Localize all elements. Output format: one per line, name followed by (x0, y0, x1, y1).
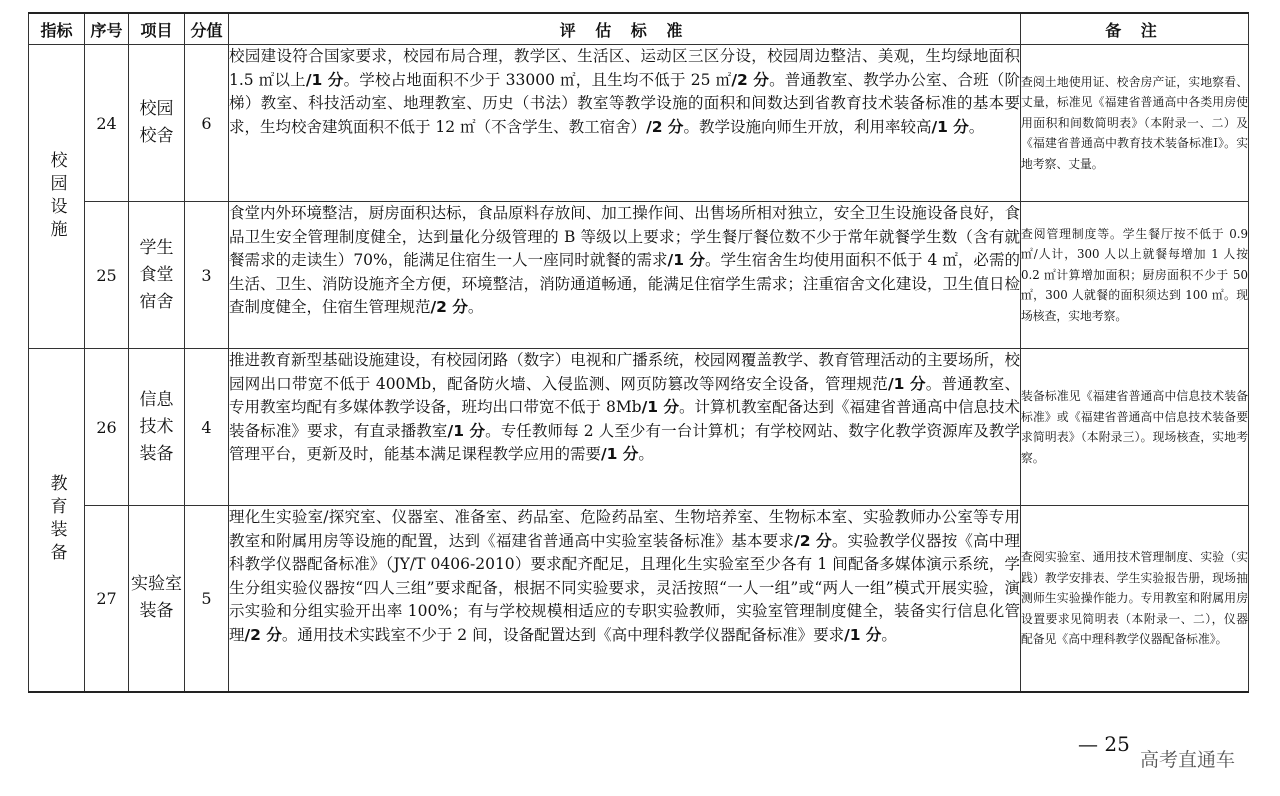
score-marker: /1 分 (601, 445, 639, 464)
category-campus-facilities: 校园设施 (29, 45, 85, 349)
header-score: 分值 (185, 13, 229, 45)
score-marker: /2 分 (646, 117, 684, 136)
score-value: 4 (185, 349, 229, 506)
standard-segment: 。教学设施向师生开放，利用率较高 (683, 117, 932, 136)
standard-segment: 食堂内外环境整洁，厨房面积达标，食品原料存放间、加工操作间、出售场所相对独立，安全卫生设施设备良好，食品卫生安全管理制度健全，达到量化分级管理的 B 等级以上要求；学生餐厅餐位数不少于常年就餐学生数（含有就餐需求的走读生）70%，能满足住宿生一人一座同时就餐的需求 (229, 204, 1020, 270)
standard-segment: 。学校占地面积不少于 33000 ㎡，且生均不低于 25 ㎡ (343, 70, 732, 89)
standard-segment: 。通用技术实践室不少于 2 间，设备配置达到《高中理科教学仪器配备标准》要求 (281, 625, 845, 644)
score-value: 6 (185, 45, 229, 202)
standard-text (229, 202, 1021, 349)
category-education-equipment: 教育装备 (29, 349, 85, 692)
item-name (129, 202, 185, 349)
standard-segment: 校园建设符合国家要求，校园布局合理，教学区、生活区、运动区三区分设，校园周边整洁、美观，生均绿地面积 1.5 ㎡以上 (229, 47, 1020, 89)
header-number: 序号 (85, 13, 129, 45)
table-row (29, 45, 1249, 202)
score-marker: /2 分 (244, 625, 282, 644)
standard-segment: 。学生宿舍生均使用面积不低于 4 ㎡，必需的生活、卫生、消防设施齐全方便，环境整洁，消防通道畅通，能满足住宿学生需求；注重宿舍文化建设，卫生值日检查制度健全，住宿生管理规范 (229, 251, 1021, 317)
item-line: 装备 (139, 443, 174, 464)
item-name (129, 45, 185, 202)
item-line: 校舍 (139, 126, 174, 146)
item-line: 学生 (139, 237, 174, 258)
standard-segment: 。 (638, 445, 654, 464)
score-marker: /1 分 (447, 421, 486, 440)
item-line: 装备 (139, 601, 174, 622)
standard-segment: 。普通教室、教学办公室、合班（阶梯）教室、科技活动室、地理教室、历史（书法）教室等教学设施的面积和间数达到省教育技术装备标准的基本要求，生均校舍建筑面积不低于 12 ㎡（不含学生、教工宿舍） (229, 70, 1020, 136)
item-name (129, 349, 185, 506)
score-marker: /1 分 (844, 625, 882, 644)
score-marker: /1 分 (641, 398, 679, 417)
row-number: 27 (85, 506, 129, 692)
standard-segment: 。实验教学仪器按《高中理科教学仪器配备标准》（JY/T 0406-2010）要求配齐配足，且理化生实验室至少各有 1 间配备多媒体演示系统，学生分组实验仪器按“四人三组”要求配备，根据不同实验要求，灵活按照“一人一组”或“两人一组”模式开展实验，演示实验和分组实验开出率 100%；有与学校规模相适应的专职实验教师，实验室管理制度健全，装备实行信息化管理 (229, 531, 1020, 644)
row-number: 24 (85, 45, 129, 202)
standard-segment: 。 (467, 298, 484, 317)
score-value: 5 (185, 506, 229, 692)
header-item: 项目 (129, 13, 185, 45)
score-marker: /2 分 (430, 298, 468, 317)
evaluation-table (28, 12, 1249, 693)
item-line: 信息 (139, 389, 174, 410)
page-number: — 25 (1078, 732, 1130, 756)
score-marker: /2 分 (794, 531, 832, 550)
row-number: 26 (85, 349, 129, 506)
header-notes: 备 注 (1021, 13, 1249, 45)
table-row (29, 506, 1249, 692)
score-marker: /2 分 (731, 70, 770, 89)
item-line: 宿舍 (139, 291, 174, 312)
header-row (29, 13, 1249, 45)
standard-text (229, 506, 1021, 692)
item-line: 校园 (139, 99, 174, 119)
item-line: 食堂 (139, 264, 174, 285)
standard-segment: 。计算机教室配备达到《福建省普通高中信息技术装备标准》要求，有直录播教室 (229, 398, 1020, 440)
note-text: 查阅实验室、通用技术管理制度、实验（实践）教学安排表、学生实验报告册，现场抽测师生实验操作能力。专用教室和附属用房设置要求见简明表（本附录一、二），仪器配备见《高中理科教学仪器配备标准》。 (1021, 506, 1249, 692)
item-line: 技术 (139, 416, 174, 437)
standard-segment: 。专任教师每 2 人至少有一台计算机；有学校网站、数字化教学资源库及教学管理平台，更新及时，能基本满足课程教学应用的需要 (229, 421, 1020, 464)
standard-segment: 推进教育新型基础设施建设，有校园闭路（数字）电视和广播系统，校园网覆盖教学、教育管理活动的主要场所，校园网出口带宽不低于 400Mb，配备防火墙、入侵监测、网页防篡改等网络安全设备，管理规范 (229, 351, 1020, 393)
row-number: 25 (85, 202, 129, 349)
score-marker: /1 分 (305, 70, 344, 89)
header-indicator: 指标 (29, 13, 85, 45)
standard-segment: 。 (968, 117, 985, 136)
table-row (29, 202, 1249, 349)
note-text: 查阅管理制度等。学生餐厅按不低于 0.9 ㎡/人计，300 人以上就餐每增加 1 人按 0.2 ㎡计算增加面积；厨房面积不少于 50 ㎡，300 人就餐的面积须达到 100 ㎡。现场核查，实地考察。 (1021, 202, 1249, 349)
watermark: 高考直通车 (1140, 749, 1236, 771)
note-text: 查阅土地使用证、校舍房产证，实地察看、丈量，标准见《福建省普通高中各类用房使用面积和间数简明表》（本附录一、二）及《福建省普通高中教育技术装备标准Ⅰ》。实地考察、丈量。 (1021, 45, 1249, 202)
table-row (29, 349, 1249, 506)
note-text: 装备标准见《福建省普通高中信息技术装备标准》或《福建省普通高中信息技术装备要求简明表》（本附录三）。现场核查，实地考察。 (1021, 349, 1249, 506)
standard-segment: 。 (881, 625, 897, 644)
standard-text (229, 45, 1021, 202)
standard-segment: 理化生实验室/探究室、仪器室、准备室、药品室、危险药品室、生物培养室、生物标本室、实验教师办公室等专用教室和附属用房等设施的配置，达到《福建省普通高中实验室装备标准》基本要求 (229, 508, 1020, 550)
score-value: 3 (185, 202, 229, 349)
item-line: 实验室 (131, 574, 182, 595)
score-marker: /1 分 (887, 374, 926, 393)
standard-text (229, 349, 1021, 506)
header-standard: 评 估 标 准 (229, 13, 1021, 45)
item-name (129, 506, 185, 692)
score-marker: /1 分 (667, 251, 705, 270)
standard-segment: 。普通教室、专用教室均配有多媒体教学设备，班均出口带宽不低于 8Mb (229, 374, 1020, 417)
score-marker: /1 分 (931, 117, 969, 136)
